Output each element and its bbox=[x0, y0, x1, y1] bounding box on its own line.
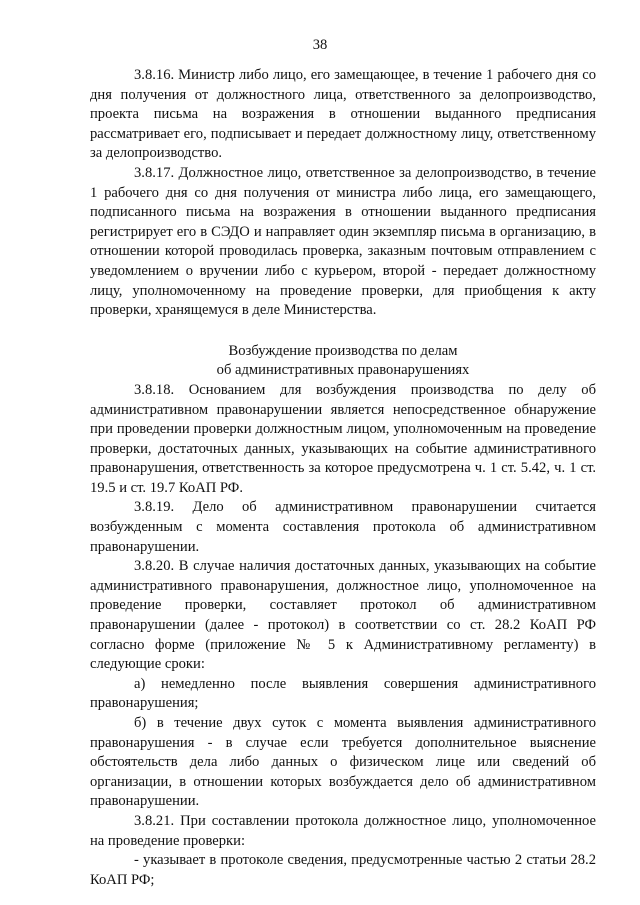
paragraph-3-8-19: 3.8.19. Дело об административном правонарушении считается возбужденным с момента составления протокола об административном правонарушении. bbox=[90, 499, 596, 555]
paragraph-3-8-16: 3.8.16. Министр либо лицо, его замещающее, в течение 1 рабочего дня со дня получения от должностного лица, ответственного за делопроизводство, проекта письма на возражения в отношении выданного предписания рассматривает его, подписывает и передает должностному лицу, ответственному за делопроизводство. bbox=[90, 67, 596, 162]
paragraph-3-8-20: 3.8.20. В случае наличия достаточных данных, указывающих на событие административного правонарушения, должностное лицо, уполномоченное на проведение проверки, составляет протокол об административном правонарушении (далее - протокол) в соответствии со ст. 28.2 КоАП РФ согласно форме (приложение № 5 к Административному регламенту) в следующие сроки: bbox=[90, 558, 596, 673]
paragraph-3-8-21: 3.8.21. При составлении протокола должностное лицо, уполномоченное на проведение проверки: bbox=[90, 812, 596, 849]
page-number: 38 bbox=[312, 37, 328, 53]
list-item-b: б) в течение двух суток с момента выявления административного правонарушения - в случае если требуется дополнительное выяснение обстоятельств дела либо данных о физическом лице или сведений об организации, в отношении которых возбуждается дело об административном правонарушении. bbox=[90, 715, 596, 810]
paragraph-3-8-18: 3.8.18. Основанием для возбуждения производства по делу об административном правонарушении является непосредственное обнаружение при проведении проверки должностным лицом, уполномоченным на проведение проверки, достаточных данных, указывающих на событие административного правонарушения, ответственность за которое предусмотрена ч. 1 ст. 5.42, ч. 1 ст. 19.5 и ст. 19.7 КоАП РФ. bbox=[90, 381, 596, 496]
list-item-a: а) немедленно после выявления совершения административного правонарушения; bbox=[90, 675, 596, 712]
section-heading-line-1: Возбуждение производства по делам bbox=[228, 342, 458, 359]
section-heading bbox=[90, 342, 596, 381]
document-body bbox=[90, 66, 596, 890]
list-item-dash: - указывает в протоколе сведения, предусмотренные частью 2 статьи 28.2 КоАП РФ; bbox=[90, 852, 596, 888]
paragraph-3-8-17: 3.8.17. Должностное лицо, ответственное за делопроизводство, в течение 1 рабочего дня со дня получения от министра либо лица, его замещающего, подписанного письма на возражения в отношении выданного предписания регистрирует его в СЭДО и направляет один экземпляр письма в организацию, в отношении которой проводилась проверка, заказным почтовым отправлением с уведомлением о вручении либо с курьером, второй - передает должностному лицу, уполномоченному на проведение проверки, для приобщения к акту проверки, хранящемуся в деле Министерства. bbox=[90, 164, 596, 319]
section-heading-line-2: об административных правонарушениях bbox=[216, 362, 470, 379]
